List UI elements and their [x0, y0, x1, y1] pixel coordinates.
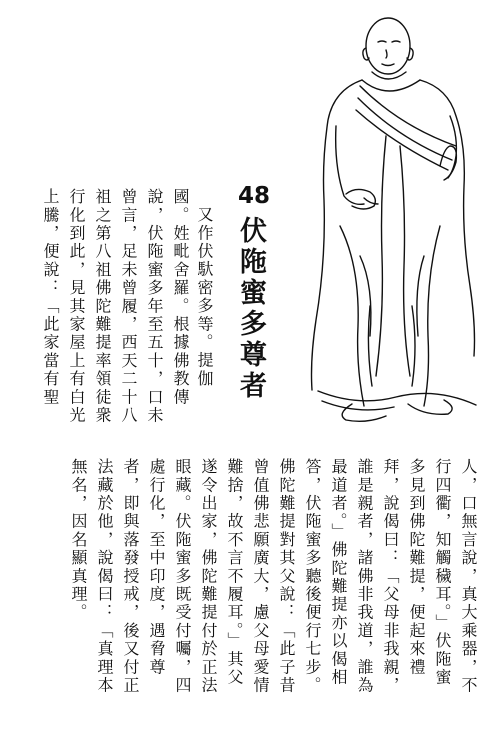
text-column: 誰是親者，諸佛非我道，誰為: [355, 458, 374, 695]
arhat-monk-figure-icon: [300, 6, 496, 426]
text-column: 行四衢，知觸穢耳。」伏陁蜜: [433, 458, 452, 687]
text-column: 又作伏馱密多等。提伽: [195, 206, 214, 388]
text-column: 眼藏。伏陁蜜多既受付囑，四: [173, 458, 192, 695]
text-column: 佛陀難提對其父說：「此子昔: [277, 458, 296, 695]
text-column: 法藏於他，說偈曰：「真理本: [95, 458, 114, 695]
text-column: 國。姓毗舍羅。根據佛教傳: [171, 188, 190, 407]
text-column: 難捨，故不言不履耳。」其父: [225, 458, 244, 687]
text-column: 祖之第八祖佛陀難提率領徒衆: [93, 188, 112, 425]
text-column: 遂令出家，佛陀難提付於正法: [199, 458, 218, 695]
text-column: 答，伏陁蜜多聽後便行七步。: [303, 458, 322, 695]
text-column: 說，伏陁蜜多年至五十，口未: [145, 188, 164, 425]
text-column: 曾言，足未曾履，西天二十八: [119, 188, 138, 425]
text-column: 拜，說偈曰：「父母非我親，: [381, 458, 400, 695]
entry-title: 伏陁蜜多尊者: [235, 216, 266, 402]
text-column: 曾值佛悲願廣大，慮父母愛情: [251, 458, 270, 695]
text-column: 多見到佛陀難提，便起來禮: [407, 458, 426, 677]
text-column: 人，口無言說，真大乘器，不: [459, 458, 478, 695]
text-column: 處行化，至中印度，遇脅尊: [147, 458, 166, 677]
text-column: 行化到此，見其家屋上有白光: [67, 188, 86, 425]
text-column: 無名，因名顯真理。: [69, 458, 88, 622]
text-column: 者，即與落發授戒，後又付正: [121, 458, 140, 695]
arhat-illustration: [300, 6, 496, 426]
entry-number: 48: [238, 183, 271, 209]
text-column: 上騰，便說：「此家當有聖: [41, 188, 60, 407]
text-column: 最道者。」佛陀難提亦以偈相: [329, 458, 348, 687]
